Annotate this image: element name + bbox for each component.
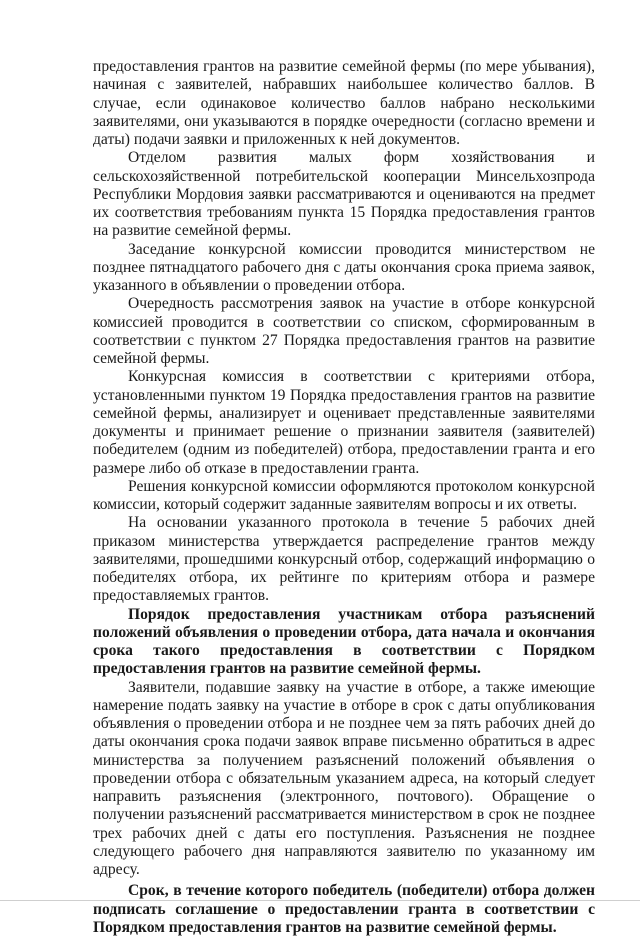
paragraph-clarification-requests: Заявители, подавшие заявку на участие в отборе, а также имеющие намерение подать заявку на участие в отборе в срок с даты опубликования объявления о проведении отбора и не позднее чем за пять рабочих дней до даты окончания срока подачи заявок вправе письменно обратиться в адрес министерства за получением разъяснений положений объявления о проведении отбора с обязательным указанием адреса, на который следует направить разъяснения (электронного, почтового). Обращение о получении разъяснений рассматривается министерством в срок не позднее трех рабочих дней с даты его поступления. Разъяснения не позднее следующего рабочего дня направляются заявителю по указанному им адресу. [93,678,595,878]
scan-bottom-edge [0,900,640,901]
document-body [93,58,595,937]
heading-clarification-procedure: Порядок предоставления участникам отбора разъяснений положений объявления о проведении отбора, дата начала и окончания срока такого предоставления в соответствии с Порядком предоставления грантов на развитие семейной фермы. [93,605,595,678]
paragraph-commission-meeting: Заседание конкурсной комиссии проводится министерством не позднее пятнадцатого рабочего дня с даты окончания срока приема заявок, указанного в объявлении о проведении отбора. [93,240,595,294]
paragraph-commission-decision: Конкурсная комиссия в соответствии с критериями отбора, установленными пунктом 19 Порядка предоставления грантов на развитие семейной фермы, анализирует и оценивает представленные заявителями документы и принимает решение о признании заявителя (заявителей) победителем (одним из победителей) отбора, предоставлении гранта и его размере либо об отказе в предоставлении гранта. [93,368,595,477]
paragraph-review-order: Очередность рассмотрения заявок на участие в отборе конкурсной комиссией проводится в соответствии со списком, сформированным в соответствии с пунктом 27 Порядка предоставления грантов на развитие семейной фермы. [93,295,595,367]
paragraph-protocol: Решения конкурсной комиссии оформляются протоколом конкурсной комиссии, который содержит заданные заявителям вопросы и их ответы. [93,477,595,513]
paragraph-distribution-order: На основании указанного протокола в течение 5 рабочих дней приказом министерства утверждается распределение грантов между заявителями, прошедшими конкурсный отбор, содержащий информацию о победителях отбора, их рейтинге по критериям отбора и размере предоставляемых грантов. [93,514,595,605]
paragraph-review: Отделом развития малых форм хозяйствования и сельскохозяйственной потребительской кооперации Минсельхозпрода Республики Мордовия заявки рассматриваются и оцениваются на предмет их соответствия требованиям пункта 15 Порядка предоставления грантов на развитие семейной фермы. [93,149,595,240]
heading-agreement-deadline: Срок, в течение которого победитель (победители) отбора должен подписать соглашение о предоставлении гранта в соответствии с Порядком предоставления грантов на развитие семейной фермы. [93,882,595,936]
paragraph-continuation: предоставления грантов на развитие семейной фермы (по мере убывания), начиная с заявителей, набравших наибольшее количество баллов. В случае, если одинаковое количество баллов набрано несколькими заявителями, они указываются в порядке очередности (согласно времени и даты) подачи заявки и приложенных к ней документов. [93,58,595,148]
